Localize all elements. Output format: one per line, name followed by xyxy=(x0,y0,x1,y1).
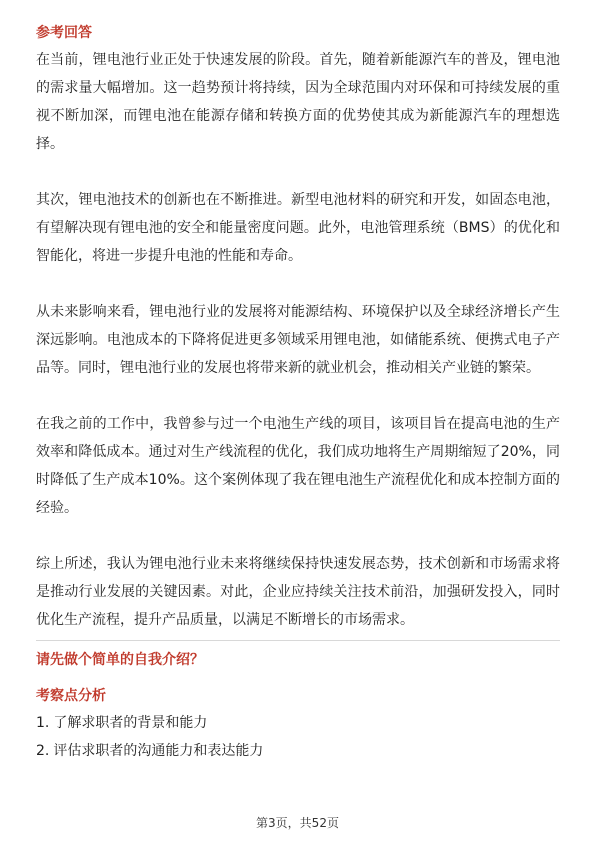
answer-paragraph-5: 综上所述，我认为锂电池行业未来将继续保持快速发展态势，技术创新和市场需求将是推动行业发展的关键因素。对此，企业应持续关注技术前沿，加强研发投入，同时优化生产流程，提升产品质量，以满足不断增长的市场需求。 xyxy=(36,556,560,628)
analysis-heading: 考察点分析 xyxy=(36,688,106,704)
reference-answer-heading: 参考回答 xyxy=(36,25,92,41)
list-item-number: 2. xyxy=(36,743,50,759)
question-title: 请先做个简单的自我介绍？ xyxy=(36,652,204,668)
list-item xyxy=(36,737,560,765)
list-item-text: 评估求职者的沟通能力和表达能力 xyxy=(53,743,264,759)
section-divider xyxy=(36,640,560,641)
list-item xyxy=(36,709,560,737)
answer-paragraph-2: 其次，锂电池技术的创新也在不断推进。新型电池材料的研究和开发，如固态电池，有望解决现有锂电池的安全和能量密度问题。此外，电池管理系统（BMS）的优化和智能化，将进一步提升电池的性能和寿命。 xyxy=(36,192,560,264)
list-item-number: 1. xyxy=(36,715,50,731)
answer-paragraph-3: 从未来影响来看，锂电池行业的发展将对能源结构、环境保护以及全球经济增长产生深远影响。电池成本的下降将促进更多领域采用锂电池，如储能系统、便携式电子产品等。同时，锂电池行业的发展也将带来新的就业机会，推动相关产业链的繁荣。 xyxy=(36,304,560,376)
document-page xyxy=(36,20,560,765)
page-number: 第3页，共52页 xyxy=(256,816,339,830)
list-item-text: 了解求职者的背景和能力 xyxy=(53,715,208,731)
answer-paragraph-4: 在我之前的工作中，我曾参与过一个电池生产线的项目，该项目旨在提高电池的生产效率和降低成本。通过对生产线流程的优化，我们成功地将生产周期缩短了20%，同时降低了生产成本10%。这个案例体现了我在锂电池生产流程优化和成本控制方面的经验。 xyxy=(36,416,560,516)
answer-paragraph-1: 在当前，锂电池行业正处于快速发展的阶段。首先，随着新能源汽车的普及，锂电池的需求量大幅增加。这一趋势预计将持续，因为全球范围内对环保和可持续发展的重视不断加深，而锂电池在能源存储和转换方面的优势使其成为新能源汽车的理想选择。 xyxy=(36,52,560,152)
